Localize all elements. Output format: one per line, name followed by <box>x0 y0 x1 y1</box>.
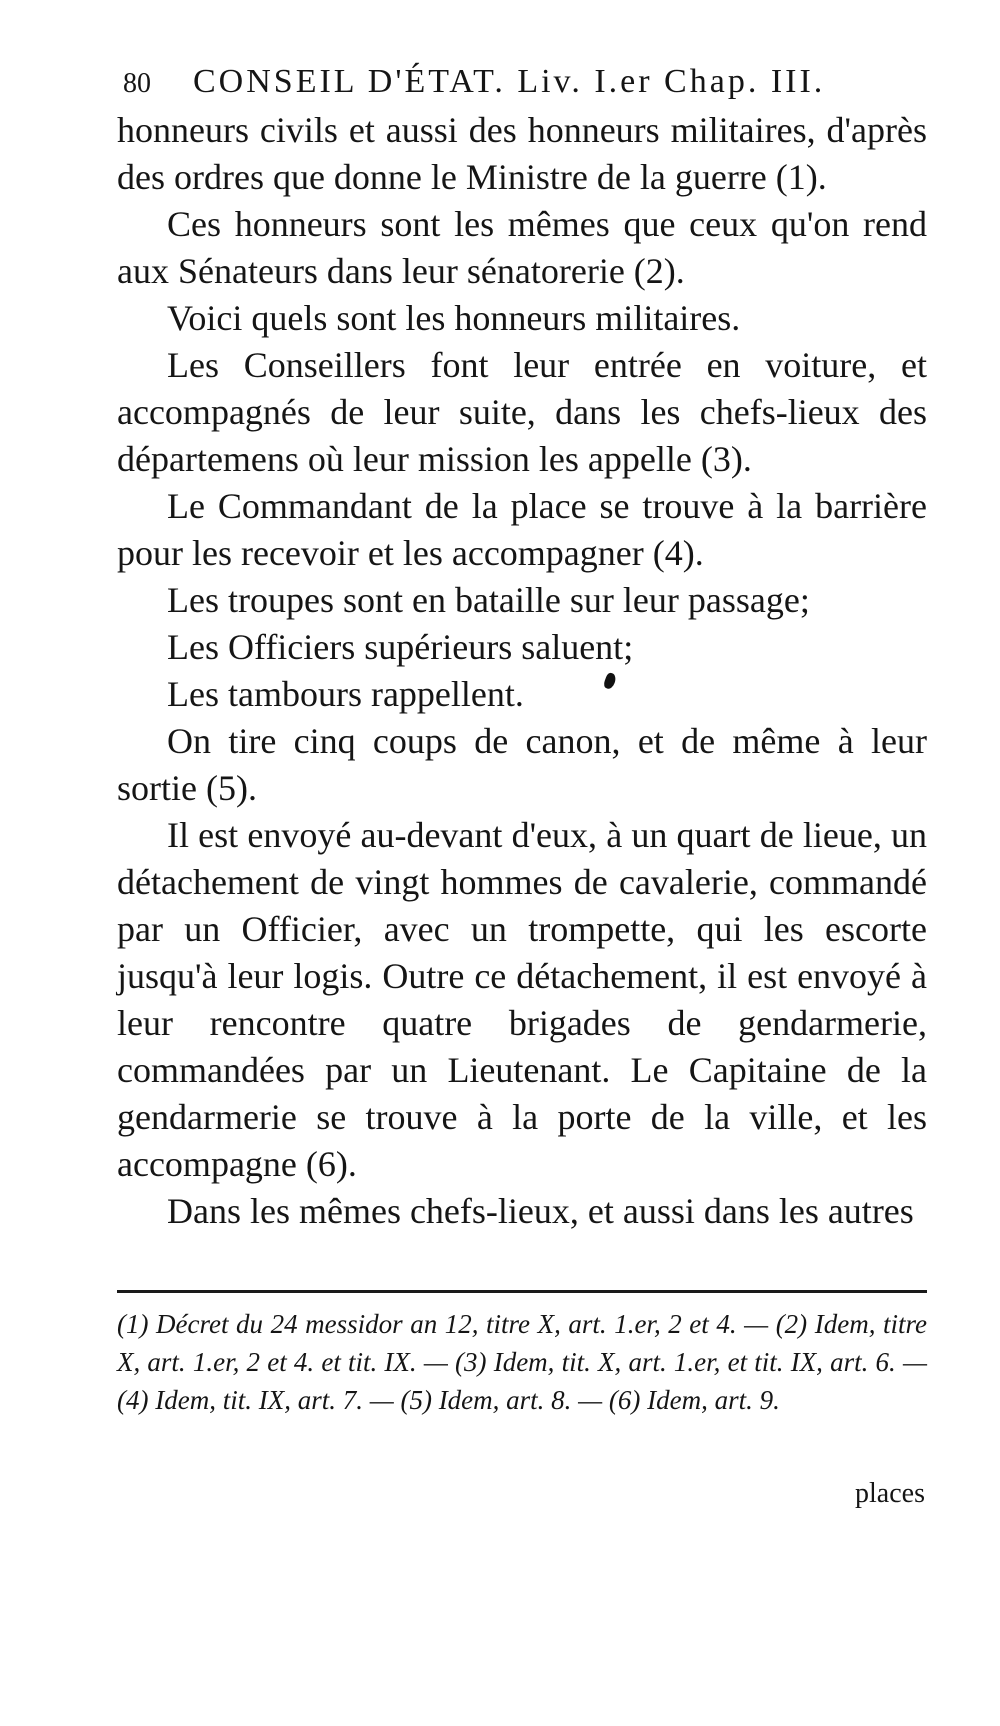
paragraph: On tire cinq coups de canon, et de même à leur sortie (5). <box>117 721 927 808</box>
paragraph: Les Officiers supérieurs saluent; <box>167 627 634 667</box>
paragraph: Il est envoyé au-devant d'eux, à un quart de lieue, un détachement de vingt hommes de cavalerie, commandé par un Officier, avec un trompette, qui les escorte jusqu'à leur logis. Outre ce détachement, il est envoyé à leur rencontre quatre brigades de gendarmerie, commandées par un Lieutenant. Le Capitaine de la gendarmerie se trouve à la porte de la ville, et les accompagne (6). <box>117 815 927 1184</box>
catchword: places <box>855 1478 925 1509</box>
paragraph: Les Conseillers font leur entrée en voiture, et accompagnés de leur suite, dans les chefs-lieux des départemens où leur mission les appelle (3). <box>117 345 927 479</box>
paragraph: Voici quels sont les honneurs militaires. <box>167 298 741 338</box>
footnotes: (1) Décret du 24 messidor an 12, titre X, art. 1.er, 2 et 4. — (2) Idem, titre X, art. 1.er, 2 et 4. et tit. IX. — (3) Idem, tit. X, art. 1.er, et tit. IX, art. 6. — (4) Idem, tit. IX, art. 7. — (5) Idem, art. 8. — (6) Idem, art. 9. <box>117 1309 927 1415</box>
paragraph: Les troupes sont en bataille sur leur passage; <box>167 580 810 620</box>
main-text <box>117 107 927 1235</box>
paragraph: Le Commandant de la place se trouve à la barrière pour les recevoir et les accompagner (4). <box>117 486 927 573</box>
running-header <box>123 62 923 104</box>
running-title: CONSEIL D'ÉTAT. Liv. I.er Chap. III. <box>193 63 826 100</box>
paragraph: honneurs civils et aussi des honneurs militaires, d'après des ordres que donne le Ministre de la guerre (1). <box>117 110 927 197</box>
paragraph: Les tambours rappellent. <box>167 674 524 714</box>
page-number: 80 <box>123 68 151 99</box>
paragraph: Dans les mêmes chefs-lieux, et aussi dans les autres <box>167 1191 914 1231</box>
paragraph: Ces honneurs sont les mêmes que ceux qu'on rend aux Sénateurs dans leur sénatorerie (2). <box>117 204 927 291</box>
footnote-divider <box>117 1290 927 1293</box>
